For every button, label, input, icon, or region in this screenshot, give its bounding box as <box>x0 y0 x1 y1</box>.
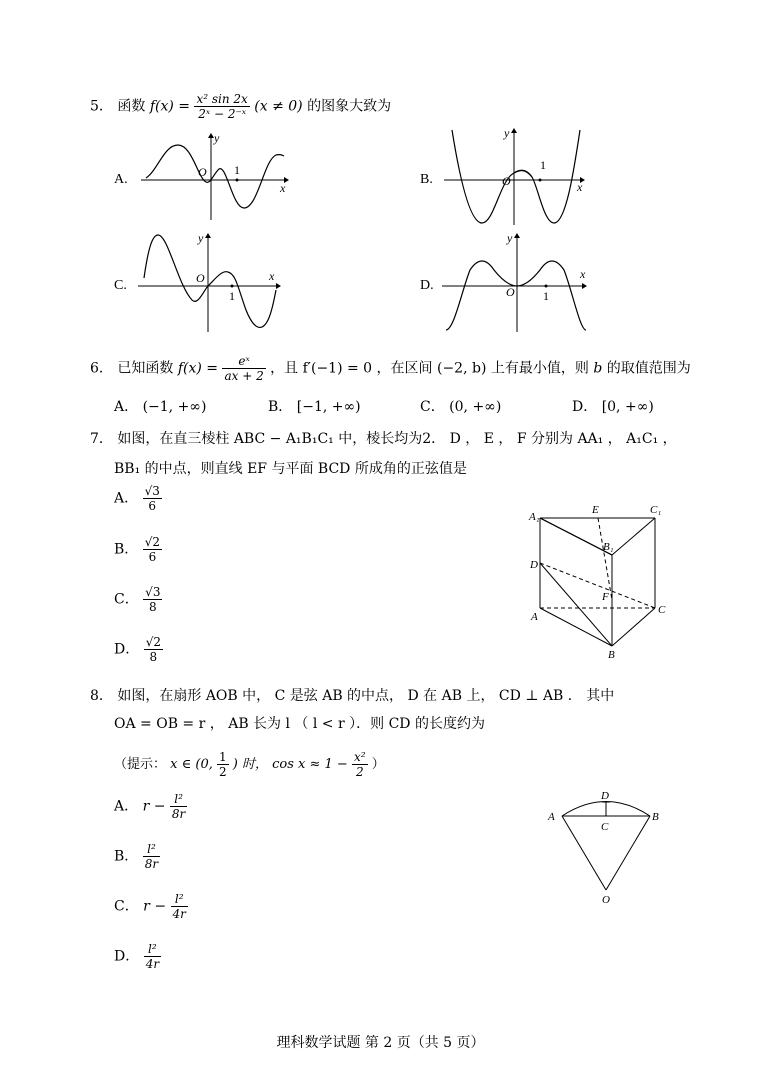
q7-line1: 如图，在直三棱柱 ABC − A₁B₁C₁ 中，棱长均为2． D ， E ， F 分别为 AA₁ ， A₁C₁ ， <box>117 431 677 447</box>
svg-text:B: B <box>608 649 615 661</box>
q6-fraction <box>222 354 265 383</box>
q5-denominator: 2ˣ − 2⁻ˣ <box>198 107 247 121</box>
q6-middle: ，且 f′(−1) = 0 ，在区间 (−2, b) 上有最小值，则 <box>270 360 589 377</box>
q6-option-c-value: (0, +∞) <box>449 399 502 415</box>
svg-text:1: 1 <box>229 289 235 303</box>
q5-number: 5． <box>90 98 113 115</box>
q5-suffix: 的图象大致为 <box>307 98 392 115</box>
svg-text:F: F <box>602 591 609 603</box>
q7-option-a-label: A． <box>114 490 139 507</box>
q5-fraction <box>194 92 249 121</box>
q5-graph-a <box>136 130 292 225</box>
svg-text:1: 1 <box>543 289 549 303</box>
svg-text:E: E <box>592 504 599 516</box>
svg-text:x: x <box>280 181 286 195</box>
svg-text:B₁: B₁ <box>603 541 614 553</box>
page-footer: 理科数学试题 第 2 页（共 5 页） <box>276 1035 485 1051</box>
q8-stem-line2: OA = OB = r ， AB 长为 l （ l < r ）．则 CD 的长度约为 <box>114 716 485 732</box>
q6-stem <box>90 354 691 383</box>
q6-option-a[interactable] <box>114 396 206 416</box>
q5-stem <box>90 92 391 121</box>
q7-option-d-label: D． <box>114 641 140 658</box>
q5-a-tick: 1 <box>234 163 240 177</box>
svg-text:A: A <box>548 811 555 823</box>
q6-option-c[interactable] <box>420 396 501 416</box>
q6-denominator: ax + 2 <box>224 369 264 383</box>
q8-line1: 如图，在扇形 AOB 中， C 是弦 AB 的中点， D 在 AB 上， CD ⊥ AB ． 其中 <box>117 688 615 704</box>
q8-hint: （提示： x ∈ (0, $\frac{1}{2}$ ) 时， cos x ≈ 1 − $\frac{\text{x²}}{2}$ ） <box>114 750 385 779</box>
q6-prefix: 已知函数 <box>117 360 174 377</box>
q5-option-c-label[interactable]: C. <box>114 278 127 293</box>
q6-option-b[interactable] <box>268 396 361 416</box>
svg-text:A₁: A₁ <box>529 511 540 523</box>
q7-option-b[interactable] <box>114 535 162 564</box>
q7-stem-line1 <box>90 428 677 448</box>
svg-text:x: x <box>269 269 275 283</box>
q8-sector-figure <box>540 782 670 907</box>
q6-func-lhs: f(x) = <box>177 360 219 377</box>
q6-option-d[interactable] <box>572 396 654 416</box>
q5-numerator: x² sin 2x <box>196 92 248 106</box>
svg-text:y: y <box>198 231 204 245</box>
q6-number: 6． <box>90 360 113 377</box>
q7-number: 7． <box>90 431 113 447</box>
svg-text:O: O <box>196 271 205 285</box>
q5-option-a-label[interactable]: A. <box>114 172 128 187</box>
svg-text:y: y <box>504 126 510 140</box>
svg-text:C: C <box>601 821 609 833</box>
q7-option-a-frac: $\frac{√3}{6}$ <box>144 484 160 513</box>
svg-text:D: D <box>601 790 609 802</box>
svg-text:C₁: C₁ <box>650 504 662 516</box>
svg-text:O: O <box>602 894 610 906</box>
q8-option-a[interactable]: A． r − $\frac{\text{l²}}{8r}$ <box>114 792 186 821</box>
svg-text:y: y <box>214 131 220 145</box>
svg-text:C: C <box>658 604 666 616</box>
svg-text:O: O <box>506 285 515 299</box>
q5-graph-c <box>136 230 286 338</box>
q6-option-d-value: [0, +∞) <box>601 399 654 415</box>
q7-option-c-frac: $\frac{√3}{8}$ <box>145 585 161 614</box>
q7-option-d[interactable] <box>114 635 163 664</box>
q7-option-b-label: B． <box>114 541 139 558</box>
svg-text:y: y <box>507 231 513 245</box>
svg-text:O: O <box>198 165 207 179</box>
q8-stem-line1 <box>90 685 614 705</box>
q7-option-a[interactable] <box>114 484 162 513</box>
svg-text:B: B <box>652 811 659 823</box>
q5-prefix: 函数 <box>117 98 146 115</box>
q6-var: b <box>593 360 603 377</box>
svg-text:O: O <box>502 174 511 188</box>
svg-text:D: D <box>530 559 538 571</box>
svg-text:x: x <box>577 180 583 194</box>
q5-condition: (x ≠ 0) <box>254 98 303 115</box>
q6-option-a-value: (−1, +∞) <box>142 399 207 415</box>
svg-text:1: 1 <box>540 158 546 172</box>
q8-option-b[interactable]: B． $\frac{\text{l²}}{8r}$ <box>114 842 159 871</box>
q6-option-b-value: [−1, +∞) <box>296 399 361 415</box>
q8-option-d[interactable]: D． $\frac{\text{l²}}{4r}$ <box>114 942 160 971</box>
q5-func-lhs: f(x) = <box>149 98 191 115</box>
q6-suffix: 的取值范围为 <box>606 360 691 377</box>
q5-option-b-label[interactable]: B. <box>420 172 433 187</box>
q7-option-b-frac: $\frac{√2}{6}$ <box>144 535 161 564</box>
q7-option-d-frac: $\frac{√2}{8}$ <box>145 635 161 664</box>
svg-text:x: x <box>580 267 586 281</box>
q7-stem-line2: BB₁ 的中点，则直线 EF 与平面 BCD 所成角的正弦值是 <box>114 461 467 477</box>
q8-number: 8． <box>90 688 113 704</box>
q6-option-d-label: D． <box>572 399 598 415</box>
q6-numerator: eˣ <box>222 354 265 369</box>
q7-option-c-label: C． <box>114 591 139 608</box>
q5-option-d-label[interactable]: D. <box>420 278 434 293</box>
svg-text:A: A <box>531 611 538 623</box>
q7-option-c[interactable] <box>114 585 162 614</box>
q5-graph-d <box>440 230 590 338</box>
q6-option-c-label: C． <box>420 399 445 415</box>
q6-option-b-label: B． <box>268 399 293 415</box>
q8-option-c[interactable]: C． r − $\frac{\text{l²}}{4r}$ <box>114 892 186 921</box>
q6-option-a-label: A． <box>114 399 139 415</box>
q7-prism-figure <box>520 498 680 663</box>
q5-graph-b <box>442 125 588 230</box>
